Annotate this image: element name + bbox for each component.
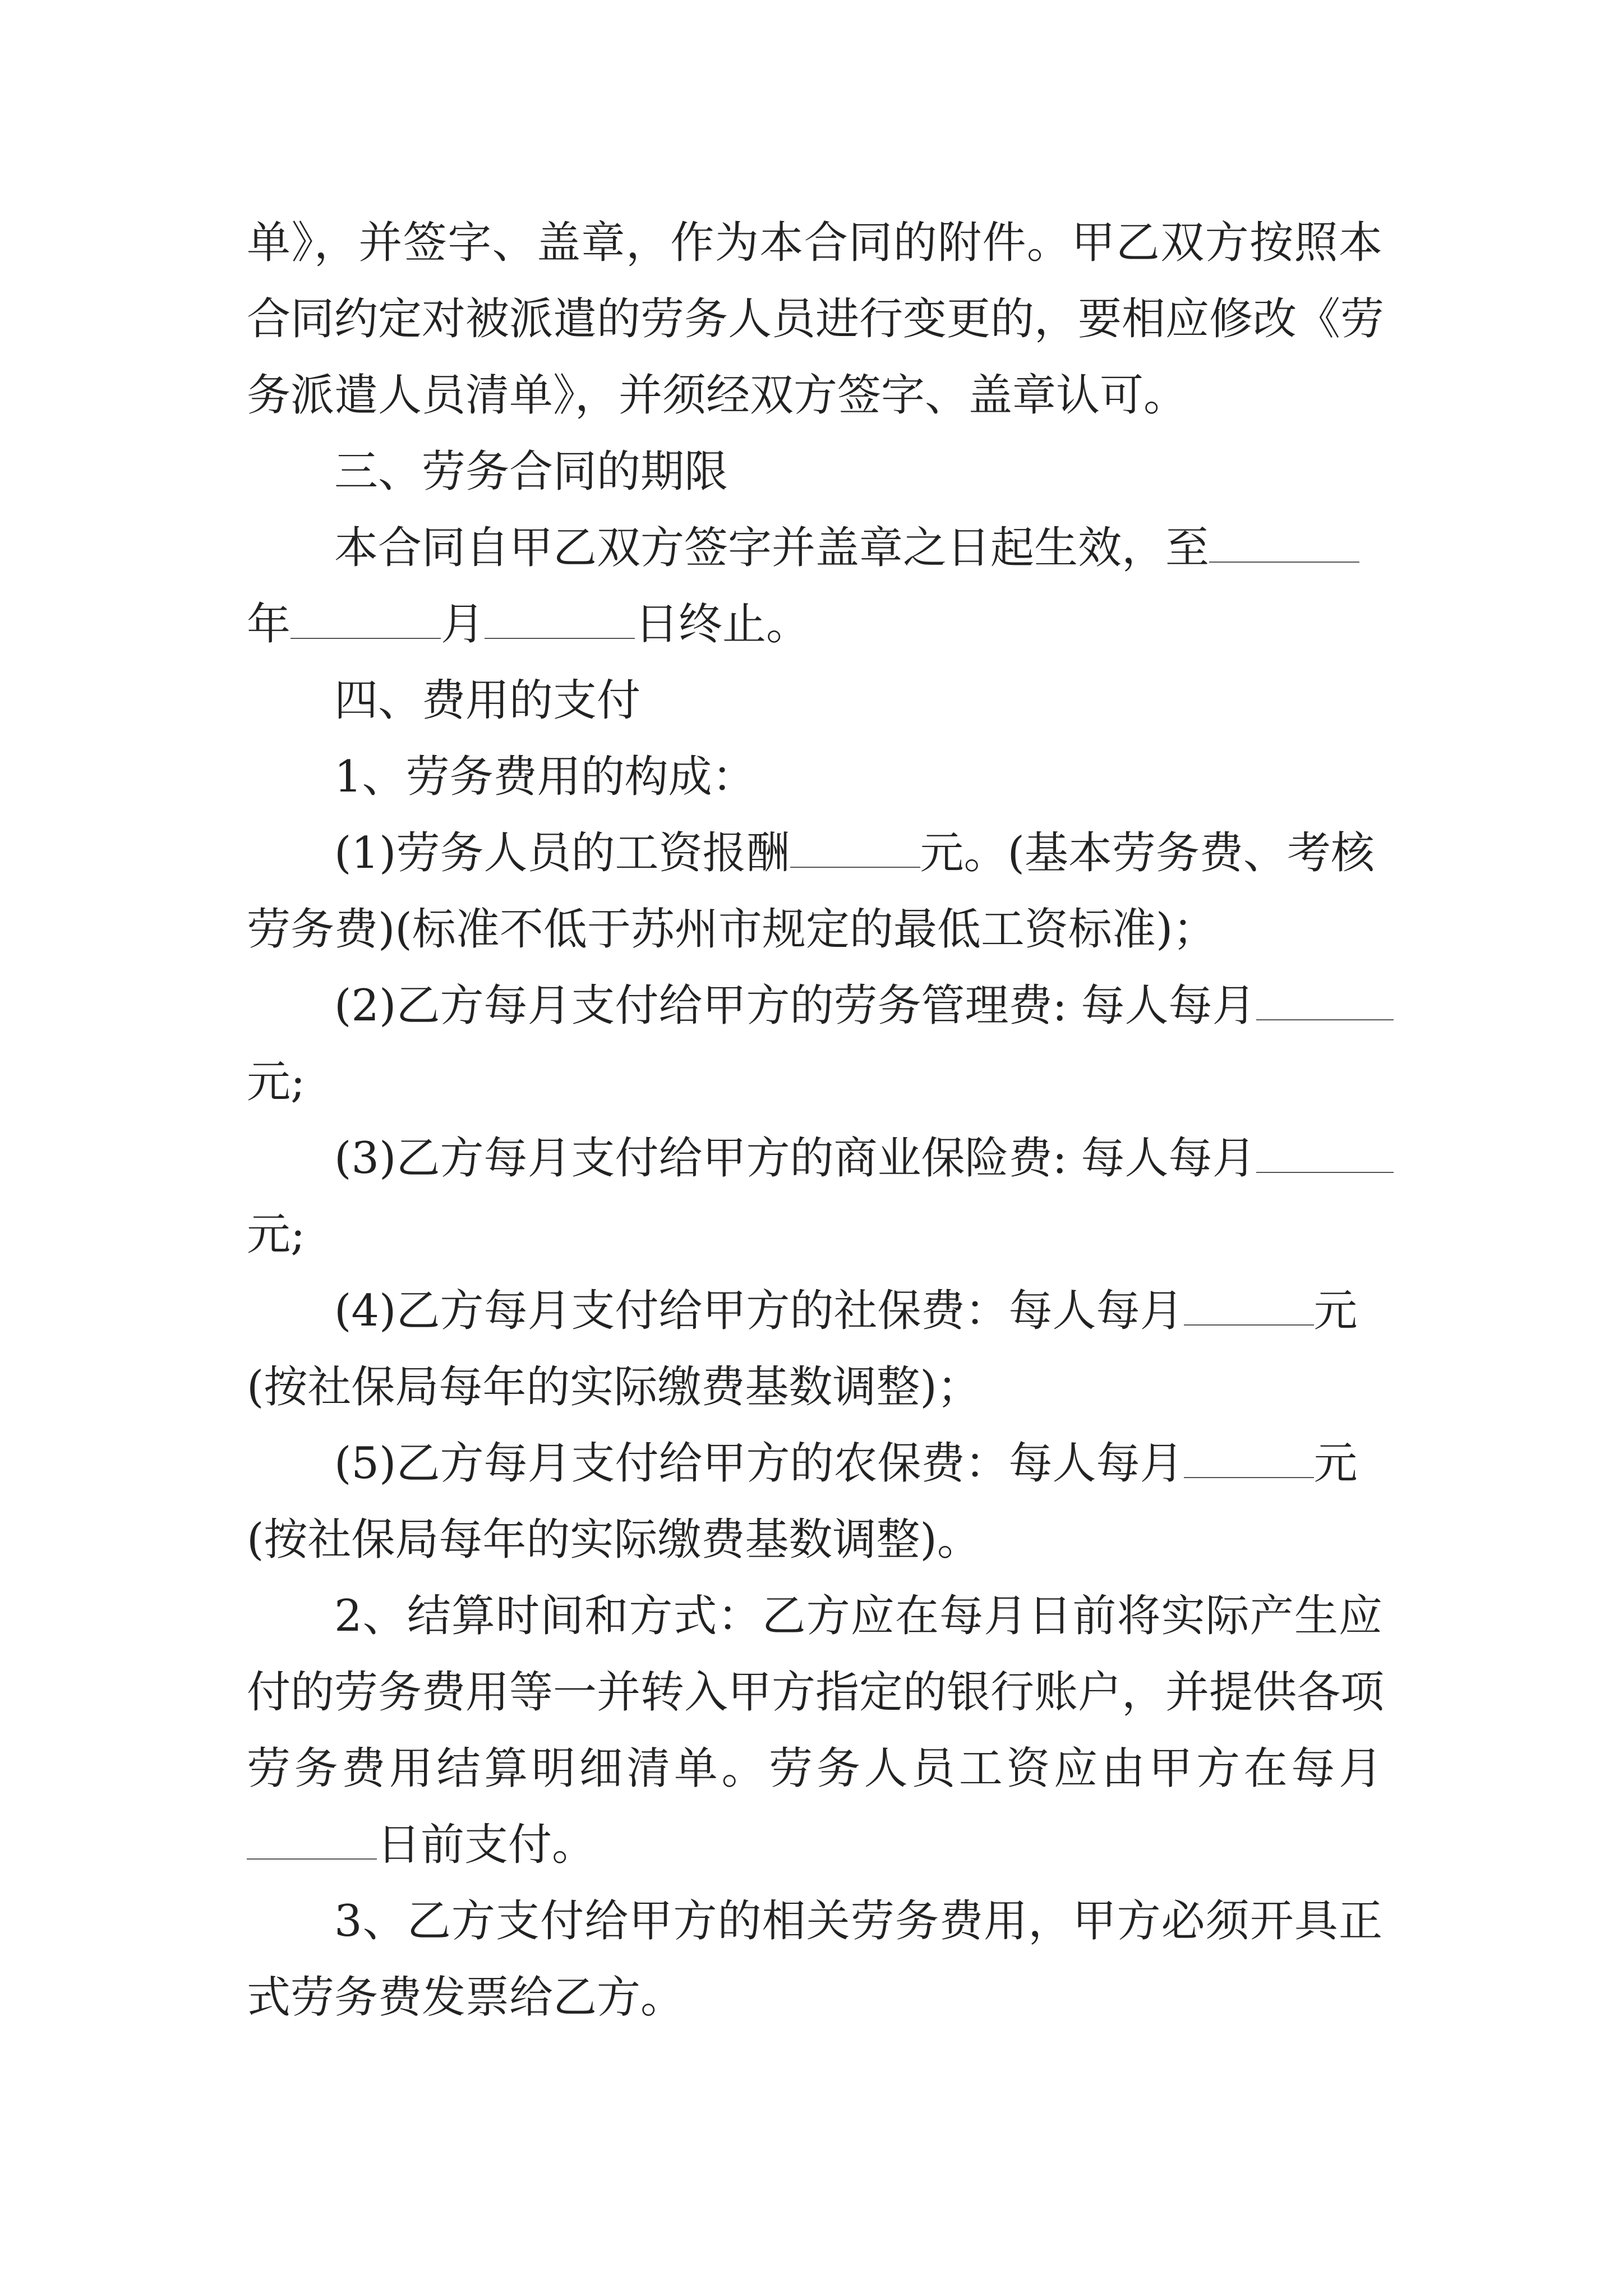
wage-line-2: 劳务费)(标准不低于苏州市规定的最低工资标准)； [247,904,1217,955]
social-security-text: (4)乙方每月支付给甲方的社保费：每人每月 [334,1286,1184,1336]
rural-insurance-blank [1184,1440,1314,1478]
section-4-heading: 四、费用的支付 [334,675,641,726]
settlement-line-2: 付的劳务费用等一并转入甲方指定的银行账户，并提供各项 [247,1667,1385,1718]
insurance-fee-line-2: 元; [247,1209,306,1260]
paragraph-annex-line-1: 单》，并签字、盖章，作为本合同的附件。甲乙双方按照本 [247,218,1382,268]
social-security-unit: 元 [1313,1286,1358,1336]
wage-amount-blank [790,830,920,868]
management-fee-line-2: 元; [247,1057,306,1107]
social-security-blank [1184,1287,1314,1326]
invoice-line-1: 3、乙方支付给甲方的相关劳务费用，甲方必须开具正 [334,1896,1382,1947]
social-security-line-2: (按社保局每年的实际缴费基数调整)； [247,1362,981,1412]
payment-day-blank [247,1821,377,1860]
end-day-blank [485,601,635,639]
wage-line-1 [247,815,1382,891]
end-year-blank [1209,524,1359,563]
settlement-line-4 [247,1807,1382,1883]
month-label: 月 [441,599,485,650]
contract-term-text: 本合同自甲乙双方签字并盖章之日起生效，至 [334,523,1210,573]
rural-insurance-unit: 元 [1313,1438,1358,1489]
management-fee-line-1 [247,968,1382,1044]
settlement-line-3: 劳务费用结算明细清单。劳务人员工资应由甲方在每月 [247,1743,1382,1794]
year-label: 年 [247,599,291,650]
management-fee-text: (2)乙方每月支付给甲方的劳务管理费: 每人每月 [334,981,1256,1031]
end-month-blank [291,601,441,639]
invoice-line-2: 式劳务费发票给乙方。 [247,1972,685,2023]
rural-insurance-text: (5)乙方每月支付给甲方的农保费：每人每月 [334,1438,1184,1489]
paragraph-annex-line-3: 务派遣人员清单》，并须经双方签字、盖章认可。 [247,370,1188,421]
payment-day-text: 日前支付。 [377,1820,596,1870]
paragraph-annex-line-2: 合同约定对被派遣的劳务人员进行变更的，要相应修改《劳 [247,294,1385,344]
insurance-fee-blank [1256,1135,1394,1173]
settlement-line-1: 2、结算时间和方式：乙方应在每月日前将实际产生应 [334,1591,1382,1641]
management-fee-blank [1256,982,1394,1020]
wage-text-cont: 元。(基本劳务费、考核 [920,828,1375,878]
contract-term-line-1 [247,510,1382,586]
contract-term-line-2 [247,586,1382,662]
insurance-fee-line-1 [247,1120,1382,1197]
rural-insurance-line-2: (按社保局每年的实际缴费基数调整)。 [247,1515,981,1565]
day-label: 日终止。 [635,599,810,650]
contract-page [247,205,1385,2036]
insurance-fee-text: (3)乙方每月支付给甲方的商业保险费: 每人每月 [334,1133,1256,1184]
social-security-line-1 [247,1273,1382,1349]
section-3-heading: 三、劳务合同的期限 [334,447,728,497]
wage-text: (1)劳务人员的工资报酬 [334,828,790,878]
rural-insurance-line-1 [247,1425,1382,1502]
item-1-heading: 1、劳务费用的构成： [334,752,756,802]
